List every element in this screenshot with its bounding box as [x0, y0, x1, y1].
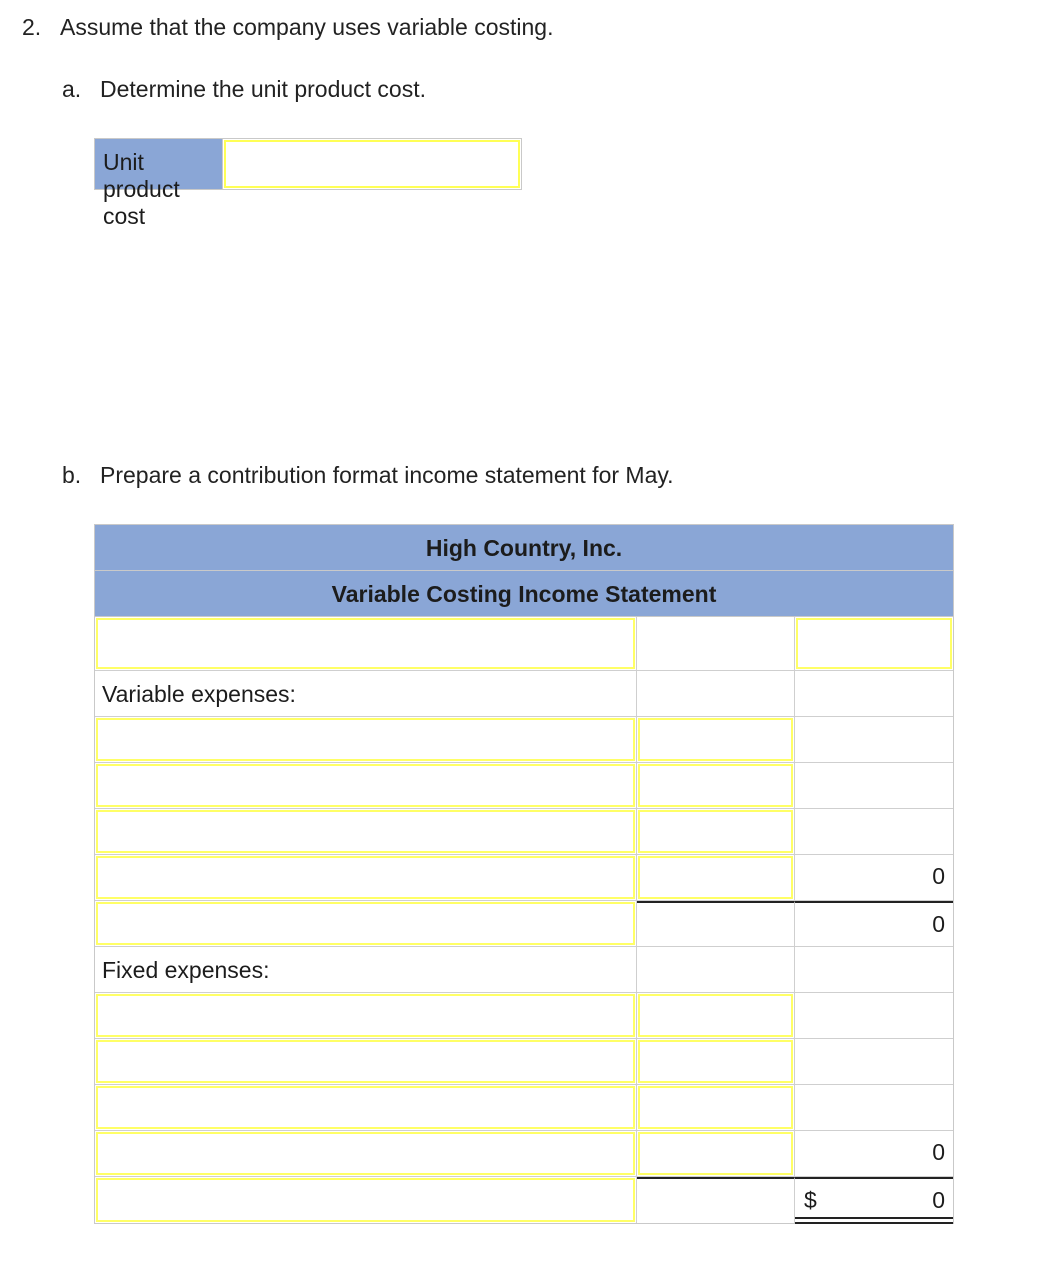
table-row	[95, 763, 953, 809]
part-b-text: Prepare a contribution format income statement for May.	[100, 462, 674, 488]
variable-expense-label-input[interactable]	[96, 810, 635, 853]
variable-expense-amount-input[interactable]	[638, 764, 793, 807]
fixed-expense-amount-input[interactable]	[638, 1132, 793, 1175]
contribution-margin-total: 0	[932, 911, 945, 937]
table-row	[95, 1085, 953, 1131]
table-row	[95, 617, 953, 671]
variable-expense-amount-input[interactable]	[638, 856, 793, 899]
variable-expense-label-input[interactable]	[96, 764, 635, 807]
part-a-text: Determine the unit product cost.	[100, 76, 426, 102]
table-row	[95, 1131, 953, 1177]
variable-expense-label-input[interactable]	[96, 856, 635, 899]
part-b-prompt	[62, 462, 674, 489]
fixed-expense-label-input[interactable]	[96, 994, 635, 1037]
unit-product-cost-table	[94, 138, 522, 229]
part-a-prompt	[62, 76, 426, 103]
table-row	[95, 1177, 953, 1223]
unit-product-cost-label: Unit product cost	[95, 139, 223, 189]
net-operating-income-total: 0	[932, 1187, 945, 1213]
variable-expense-amount-input[interactable]	[638, 810, 793, 853]
currency-symbol: $	[804, 1187, 817, 1213]
unit-product-cost-input[interactable]	[224, 140, 520, 188]
statement-title-header: Variable Costing Income Statement	[95, 571, 953, 617]
table-row	[95, 855, 953, 901]
fixed-expense-label-input[interactable]	[96, 1040, 635, 1083]
sales-amount-input[interactable]	[796, 618, 952, 669]
company-name-header: High Country, Inc.	[95, 525, 953, 571]
part-b-number: b.	[62, 462, 82, 488]
question-number: 2.	[22, 14, 42, 40]
variable-expense-label-input[interactable]	[96, 718, 635, 761]
question-2	[22, 14, 553, 41]
table-row	[95, 901, 953, 947]
variable-expense-amount-input[interactable]	[638, 718, 793, 761]
table-row	[95, 809, 953, 855]
fixed-expenses-total: 0	[932, 1139, 945, 1165]
fixed-expense-label-input[interactable]	[96, 1132, 635, 1175]
contribution-margin-label-input[interactable]	[96, 902, 635, 945]
fixed-expense-amount-input[interactable]	[638, 1040, 793, 1083]
table-row	[95, 1039, 953, 1085]
table-row	[95, 947, 953, 993]
income-statement-table	[94, 524, 954, 1224]
sales-label-input[interactable]	[96, 618, 635, 669]
fixed-expenses-label: Fixed expenses:	[102, 957, 270, 983]
table-row	[95, 671, 953, 717]
table-row	[95, 993, 953, 1039]
fixed-expense-label-input[interactable]	[96, 1086, 635, 1129]
fixed-expense-amount-input[interactable]	[638, 1086, 793, 1129]
variable-expenses-total: 0	[932, 863, 945, 889]
fixed-expense-amount-input[interactable]	[638, 994, 793, 1037]
question-text: Assume that the company uses variable costing.	[60, 14, 554, 40]
table-row	[95, 717, 953, 763]
variable-expenses-label: Variable expenses:	[102, 681, 296, 707]
net-operating-income-label-input[interactable]	[96, 1178, 635, 1222]
part-a-number: a.	[62, 76, 82, 102]
